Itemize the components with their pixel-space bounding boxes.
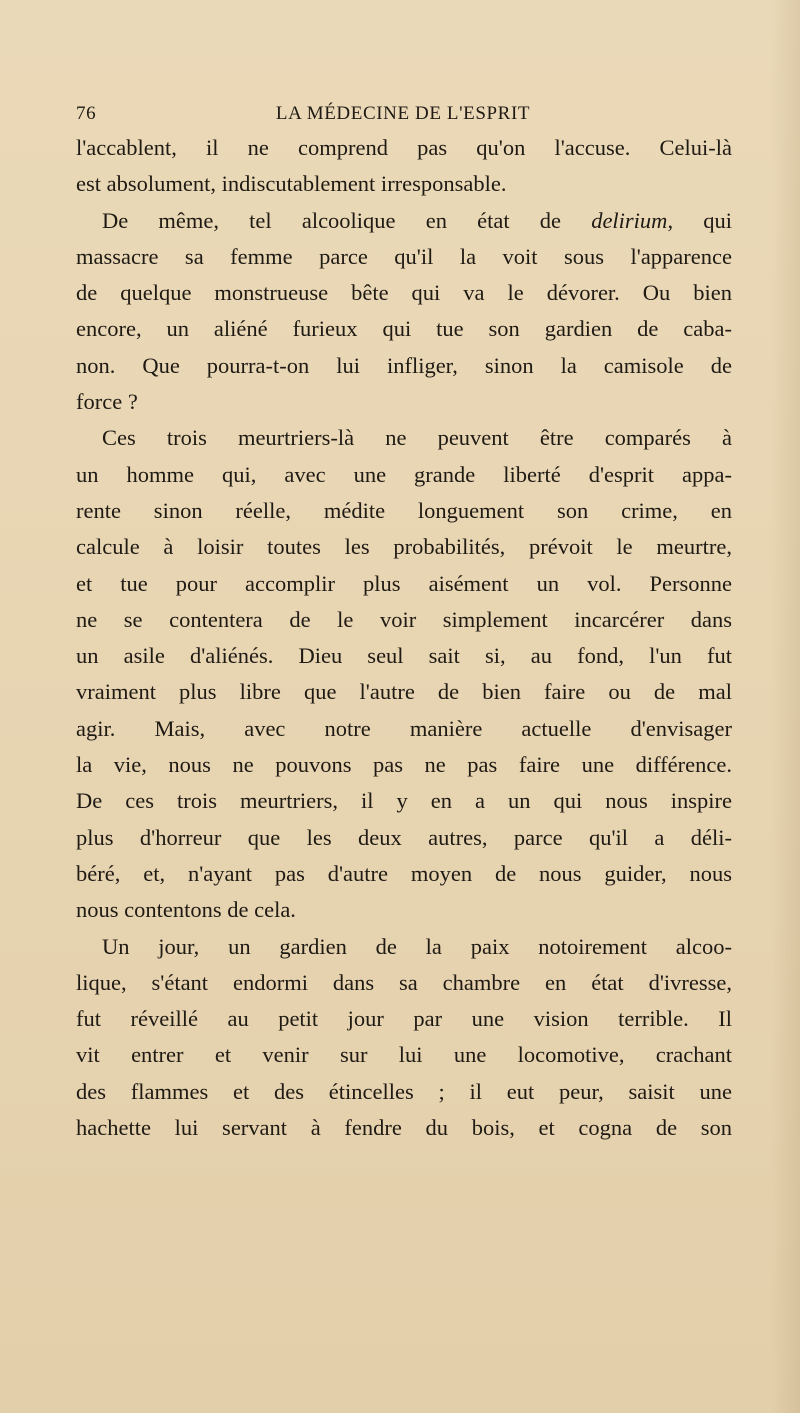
text-fragment: De même, tel alcoolique en état de (102, 207, 592, 233)
text-line: la vie, nous ne pouvons pas ne pas faire une différence. (76, 752, 732, 778)
text-line: De ces trois meurtriers, il y en a un qui nous inspire (76, 788, 732, 814)
body-text (76, 130, 732, 1146)
text-line: fut réveillé au petit jour par une vision terrible. Il (76, 1006, 732, 1032)
italic-word: delirium (591, 207, 668, 233)
text-line: calcule à loisir toutes les probabilités, prévoit le meurtre, (76, 534, 732, 560)
text-line: nous contentons de cela. (76, 897, 296, 923)
text-line: rente sinon réelle, médite longuement son crime, en (76, 497, 732, 523)
running-title: LA MÉDECINE DE L'ESPRIT (275, 103, 531, 124)
text-line: et tue pour accomplir plus aisément un vol. Personne (76, 570, 732, 596)
text-line: ne se contentera de le voir simplement incarcérer dans (76, 606, 732, 632)
page-edge-shadow (770, 0, 800, 1413)
page-number: 76 (76, 103, 97, 124)
text-line: vraiment plus libre que l'autre de bien faire ou de mal (76, 679, 732, 705)
text-fragment: , qui (667, 207, 732, 233)
text-line: massacre sa femme parce qu'il la voit sous l'apparence (76, 243, 732, 269)
text-line: encore, un aliéné furieux qui tue son gardien de caba- (76, 316, 732, 342)
text-line: des flammes et des étincelles ; il eut peur, saisit une (76, 1078, 732, 1104)
text-line: force ? (76, 389, 138, 415)
text-line: vit entrer et venir sur lui une locomotive, crachant (76, 1042, 732, 1068)
text-line: est absolument, indiscutablement irresponsable. (76, 171, 507, 197)
text-line: Un jour, un gardien de la paix notoirement alcoo- (102, 933, 732, 959)
running-head (76, 103, 730, 127)
text-line-with-italic (76, 203, 732, 239)
text-line: agir. Mais, avec notre manière actuelle d'envisager (76, 715, 732, 741)
text-line: béré, et, n'ayant pas d'autre moyen de nous guider, nous (76, 860, 732, 886)
text-line: non. Que pourra-t-on lui infliger, sinon la camisole de (76, 352, 732, 378)
text-line: Ces trois meurtriers-là ne peuvent être comparés à (102, 425, 732, 451)
text-line: lique, s'étant endormi dans sa chambre en état d'ivresse, (76, 969, 732, 995)
text-line: un asile d'aliénés. Dieu seul sait si, au fond, l'un fut (76, 643, 732, 669)
text-line: un homme qui, avec une grande liberté d'esprit appa- (76, 461, 732, 487)
text-line: plus d'horreur que les deux autres, parce qu'il a déli- (76, 824, 732, 850)
text-line: hachette lui servant à fendre du bois, et cogna de son (76, 1115, 732, 1141)
text-line: de quelque monstrueuse bête qui va le dévorer. Ou bien (76, 280, 732, 306)
text-line: l'accablent, il ne comprend pas qu'on l'accuse. Celui-là (76, 135, 732, 160)
